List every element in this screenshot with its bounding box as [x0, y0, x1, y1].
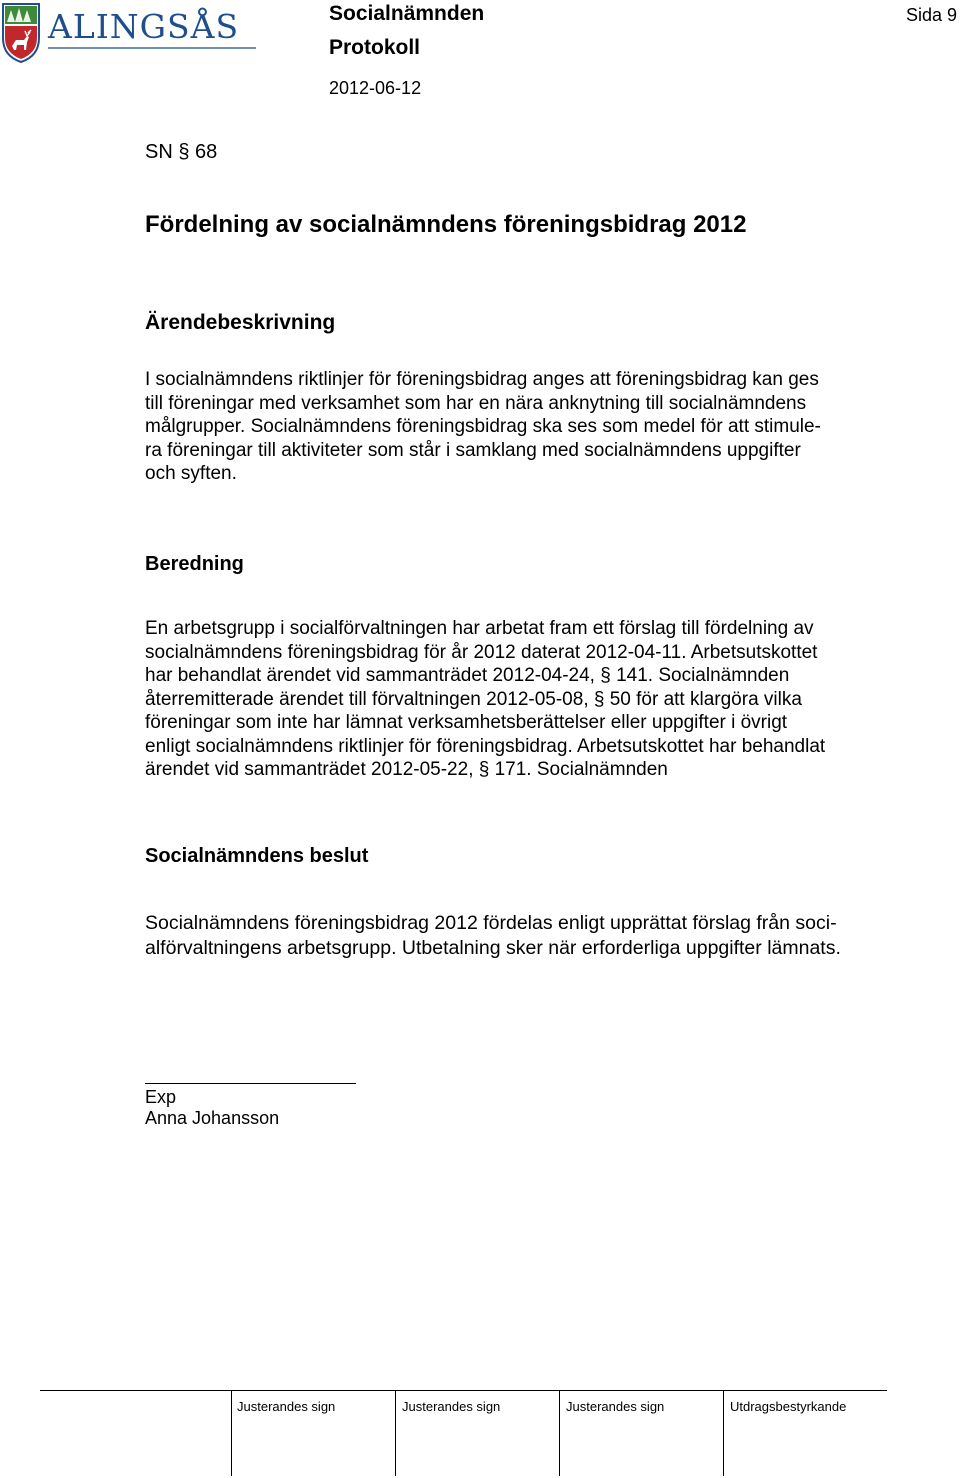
text-line: ärendet vid sammanträdet 2012-05-22, § 171. Socialnämnden	[145, 759, 668, 780]
text-line: föreningar som inte har lämnat verksamhetsberättelser eller uppgifter i övrigt	[145, 712, 788, 733]
footer-sign-field: Justerandes sign	[237, 1399, 336, 1414]
text-line: Socialnämndens föreningsbidrag 2012 fördelas enligt upprättat förslag från soci-	[145, 912, 837, 934]
footer-divider	[395, 1390, 396, 1476]
heading-arendebeskrivning: Ärendebeskrivning	[145, 311, 336, 334]
municipality-logo	[0, 0, 262, 64]
page-number: Sida 9	[906, 5, 958, 25]
document-date: 2012-06-12	[329, 78, 422, 98]
text-line: till föreningar med verksamhet som har en nära anknytning till socialnämndens	[145, 392, 807, 414]
text-line: socialnämndens föreningsbidrag för år 2012 daterat 2012-04-11. Arbetsutskottet	[145, 641, 818, 663]
footer-divider	[559, 1390, 560, 1476]
text-line: målgrupper. Socialnämndens föreningsbidrag ska ses som medel för att stimule-	[145, 416, 821, 437]
signature-label: Exp	[145, 1087, 177, 1107]
footer-sign-field: Justerandes sign	[566, 1399, 665, 1414]
footer-sign-field: Justerandes sign	[402, 1399, 501, 1414]
text-line: En arbetsgrupp i socialförvaltningen har arbetat fram ett förslag till fördelning av	[145, 618, 814, 639]
section-reference: SN § 68	[145, 141, 218, 163]
paragraph-beslut	[145, 911, 841, 961]
signature-name: Anna Johansson	[145, 1108, 280, 1128]
paragraph-arendebeskrivning	[145, 368, 821, 486]
document-type: Protokoll	[329, 36, 421, 59]
footer-certification-field: Utdragsbestyrkande	[730, 1399, 847, 1414]
signature-line	[145, 1083, 356, 1084]
text-line: återremitterade ärendet till förvaltningen 2012-05-08, § 50 för att klargöra vilka	[145, 688, 802, 710]
paragraph-beredning	[145, 617, 825, 782]
footer-rule	[40, 1390, 887, 1391]
heading-beslut: Socialnämndens beslut	[145, 845, 369, 867]
text-line: alförvaltningens arbetsgrupp. Utbetalning sker när erforderliga uppgifter lämnats.	[145, 937, 841, 959]
footer-divider	[723, 1390, 724, 1476]
organization-name: Socialnämnden	[329, 2, 485, 25]
footer-divider	[231, 1390, 232, 1476]
coat-of-arms-icon	[0, 0, 262, 64]
heading-beredning: Beredning	[145, 553, 244, 575]
text-line: och syften.	[145, 463, 237, 484]
text-line: enligt socialnämndens riktlinjer för föreningsbidrag. Arbetsutskottet har behandlat	[145, 735, 826, 757]
text-line: ra föreningar till aktiviteter som står i samklang med socialnämndens uppgifter	[145, 439, 801, 461]
page-title: Fördelning av socialnämndens föreningsbidrag 2012	[145, 211, 747, 238]
text-line: har behandlat ärendet vid sammanträdet 2012-04-24, § 141. Socialnämnden	[145, 665, 790, 686]
logo-wordmark: ALINGSÅS	[48, 7, 240, 46]
text-line: I socialnämndens riktlinjer för föreningsbidrag anges att föreningsbidrag kan ges	[145, 369, 819, 390]
